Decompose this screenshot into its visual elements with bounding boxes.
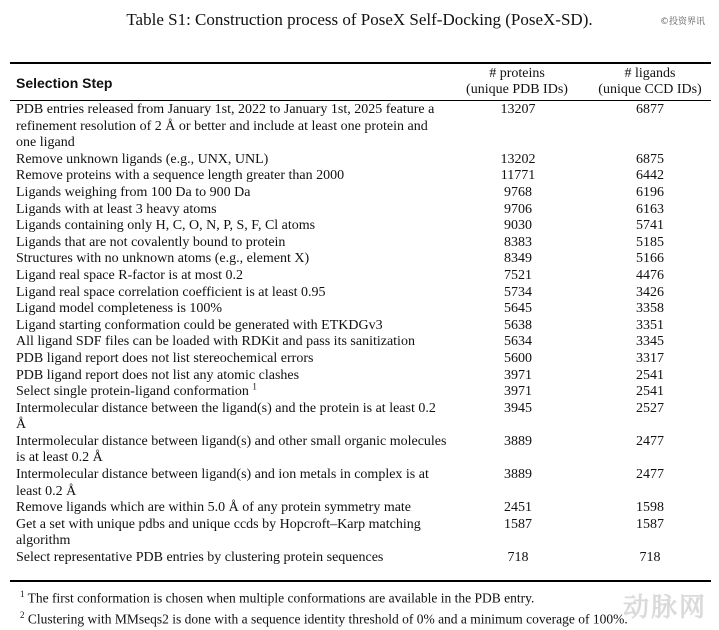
row-step (10, 368, 448, 385)
row-step (10, 318, 448, 335)
row-step-text: Select single protein-ligand conformation (16, 384, 249, 400)
footnote-1-mark: 1 (20, 589, 25, 599)
footnote-1-text: The first conformation is chosen when multiple conformations are available in the PDB entry. (27, 590, 535, 606)
row-proteins-count: 5645 (504, 301, 532, 317)
row-step (10, 251, 448, 268)
header-ligands-line1: # ligands (624, 66, 676, 81)
row-proteins-count: 7521 (504, 267, 532, 283)
row-step-text: Ligands that are not covalently bound to protein (16, 234, 286, 250)
row-step-text: Ligands containing only H, C, O, N, P, S, F, Cl atoms (16, 218, 316, 234)
row-ligands-count: 6163 (636, 201, 664, 217)
row-ligands-count: 1598 (636, 500, 664, 516)
row-step-text: All ligand SDF files can be loaded with RDKit and pass its sanitization (16, 334, 415, 350)
row-ligands-count: 2477 (636, 433, 664, 449)
row-step (10, 434, 448, 467)
footnote-2-mark: 2 (20, 609, 25, 620)
table-row (10, 185, 711, 202)
row-proteins-count: 3889 (504, 433, 532, 449)
row-ligands-count: 6442 (636, 168, 664, 184)
table-row (10, 285, 711, 302)
table-row (10, 381, 711, 401)
row-proteins-count: 2451 (504, 500, 532, 516)
row-ligands-count: 3351 (636, 317, 664, 333)
row-step-text: Ligands with at least 3 heavy atoms (16, 201, 217, 217)
row-ligands-count: 4476 (636, 267, 664, 283)
row-step (10, 185, 448, 202)
row-step-text: Intermolecular distance between ligand(s) and other small organic molecules is at least 0.2 Å (16, 433, 447, 466)
table-header-rule (10, 100, 711, 101)
row-ligands-count: 3358 (636, 301, 664, 317)
row-step-text: Remove unknown ligands (e.g., UNX, UNL) (16, 151, 269, 167)
row-step (10, 334, 448, 351)
footnote-2-text: Clustering with MMseqs2 is done with a sequence identity threshold of 0% and a minimum coverage of 100%. (27, 611, 628, 626)
row-step-text: PDB ligand report does not list stereochemical errors (16, 350, 314, 366)
table-row (10, 152, 711, 169)
row-step (10, 517, 448, 550)
row-step (10, 268, 448, 285)
row-proteins-count: 9030 (504, 218, 532, 234)
table-caption: Table S1: Construction process of PoseX Self-Docking (PoseX-SD). (126, 10, 593, 29)
table-row (10, 467, 711, 500)
table-row (10, 434, 711, 467)
row-ligands-count: 3317 (636, 350, 664, 366)
row-step-text: Intermolecular distance between ligand(s) and ion metals in complex is at least 0.2 Å (16, 467, 429, 499)
corner-logo: ©投资界讯 (659, 17, 705, 27)
header-proteins-line2: (unique PDB IDs) (466, 82, 568, 97)
table-row (10, 517, 711, 550)
row-proteins-count: 3971 (504, 384, 532, 400)
table-body (10, 102, 711, 567)
table-row (10, 168, 711, 185)
row-proteins-count: 5634 (504, 334, 532, 350)
row-proteins-count: 9706 (504, 201, 532, 217)
header-selection-step: Selection Step (16, 75, 113, 91)
row-step (10, 500, 448, 517)
table-row (10, 500, 711, 517)
header-proteins-line1: # proteins (489, 66, 545, 81)
row-ligands-count: 5185 (636, 234, 664, 250)
watermark: 动脉网 (622, 593, 707, 623)
row-step-text: PDB ligand report does not list any atomic clashes (16, 367, 300, 383)
footnotes (20, 586, 710, 627)
row-proteins-count: 13202 (500, 151, 536, 167)
row-step (10, 168, 448, 185)
row-proteins-count: 1587 (504, 516, 532, 532)
row-step-text: Intermolecular distance between the ligand(s) and the protein is at least 0.2 Å (16, 400, 436, 433)
row-step-text: Remove proteins with a sequence length greater than 2000 (16, 168, 345, 184)
row-ligands-count: 6196 (636, 184, 664, 200)
row-proteins-count: 3971 (504, 367, 532, 383)
row-proteins-count: 5734 (504, 284, 532, 300)
row-footnote-mark: 1 (252, 381, 257, 392)
row-proteins-count: 8383 (504, 234, 532, 250)
footnote-1 (20, 586, 710, 607)
row-ligands-count: 3345 (636, 334, 664, 350)
row-step-text: Get a set with unique pdbs and unique ccds by Hopcroft–Karp matching algorithm (16, 516, 421, 549)
table-row (10, 202, 711, 219)
row-step (10, 285, 448, 302)
row-step (10, 467, 448, 500)
row-proteins-count: 9768 (504, 184, 532, 200)
row-step (10, 218, 448, 235)
table-row (10, 268, 711, 285)
row-step-text: Ligand model completeness is 100% (16, 301, 223, 317)
table-row (10, 550, 711, 567)
row-proteins-count: 3945 (504, 400, 532, 416)
table-top-rule (10, 62, 711, 64)
table-row (10, 318, 711, 335)
row-proteins-count: 13207 (500, 102, 536, 117)
row-ligands-count: 2527 (636, 400, 664, 416)
row-proteins-count: 5638 (504, 317, 532, 333)
row-proteins-count: 8349 (504, 251, 532, 267)
row-step (10, 235, 448, 252)
row-step-text: Ligand real space correlation coefficient is at least 0.95 (16, 284, 326, 300)
row-step-text: Ligand real space R-factor is at most 0.2 (16, 267, 244, 283)
row-ligands-count: 718 (639, 550, 661, 566)
row-step-text: PDB entries released from January 1st, 2022 to January 1st, 2025 feature a refinement resolution of 2 Å or better and include at least one protein and one ligand (16, 102, 435, 151)
row-step (10, 351, 448, 368)
row-ligands-count: 5166 (636, 251, 664, 267)
row-step-text: Ligand starting conformation could be generated with ETKDGv3 (16, 317, 383, 333)
table-row (10, 102, 711, 152)
row-step-text: Select representative PDB entries by clustering protein sequences (16, 550, 384, 566)
row-ligands-count: 6875 (636, 151, 664, 167)
row-proteins-count: 718 (507, 550, 529, 566)
table-row (10, 301, 711, 318)
table-row (10, 351, 711, 368)
row-ligands-count: 5741 (636, 218, 664, 234)
row-proteins-count: 11771 (500, 168, 536, 184)
row-step (10, 102, 448, 152)
table-row (10, 401, 711, 434)
table-header (10, 66, 711, 100)
table-row (10, 334, 711, 351)
header-ligands (590, 66, 710, 98)
row-step-text: Ligands weighing from 100 Da to 900 Da (16, 184, 251, 200)
row-step (10, 401, 448, 434)
table-row (10, 235, 711, 252)
row-step (10, 550, 448, 567)
row-proteins-count: 3889 (504, 467, 532, 483)
row-ligands-count: 1587 (636, 516, 664, 532)
table-bottom-rule (10, 580, 711, 582)
header-proteins (457, 66, 577, 98)
row-step-text: Remove ligands which are within 5.0 Å of any protein symmetry mate (16, 500, 412, 516)
row-ligands-count: 2477 (636, 467, 664, 483)
row-ligands-count: 6877 (636, 102, 664, 117)
footnote-2 (20, 607, 710, 628)
row-ligands-count: 2541 (636, 367, 664, 383)
row-step (10, 301, 448, 318)
row-step-text: Structures with no unknown atoms (e.g., element X) (16, 251, 310, 267)
header-ligands-line2: (unique CCD IDs) (598, 82, 702, 97)
table-row (10, 251, 711, 268)
row-ligands-count: 2541 (636, 384, 664, 400)
row-proteins-count: 5600 (504, 350, 532, 366)
row-step (10, 202, 448, 219)
table-row (10, 218, 711, 235)
table-row (10, 368, 711, 385)
row-step (10, 152, 448, 169)
row-step (10, 381, 448, 401)
row-ligands-count: 3426 (636, 284, 664, 300)
